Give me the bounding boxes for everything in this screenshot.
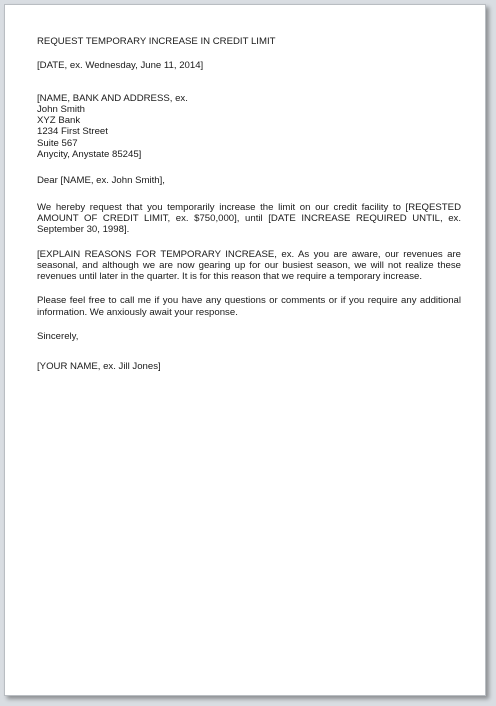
letter-date: [DATE, ex. Wednesday, June 11, 2014] [37, 60, 204, 72]
salutation: Dear [NAME, ex. John Smith], [37, 175, 165, 187]
address-line: Anycity, Anystate 85245] [37, 149, 142, 161]
address-line: XYZ Bank [37, 115, 81, 127]
address-line: 1234 First Street [37, 126, 108, 138]
paragraph-request: We hereby request that you temporarily increase the limit on our credit facility to [REQESTED AMOUNT OF CREDIT LIMIT, ex. $750,000], until [DATE INCREASE REQUIRED UNTIL, ex. September 30, 1998]. [37, 201, 461, 236]
address-line: John Smith [37, 103, 85, 115]
recipient-address [37, 93, 461, 161]
document-page [4, 4, 486, 696]
paragraph-reasons: [EXPLAIN REASONS FOR TEMPORARY INCREASE, ex. As you are aware, our revenues are seasonal, and although we are now gearing up for our busiest season, we will not realize these revenues until later in the quarter. It is for this reason that we require a temporary increase. [37, 248, 461, 283]
signature: [YOUR NAME, ex. Jill Jones] [37, 361, 161, 373]
letter-body [37, 36, 461, 373]
address-line: Suite 567 [37, 137, 78, 149]
address-line: [NAME, BANK AND ADDRESS, ex. [37, 92, 188, 104]
letter-title: REQUEST TEMPORARY INCREASE IN CREDIT LIMIT [37, 36, 276, 47]
closing: Sincerely, [37, 331, 79, 343]
paragraph-closing-note: Please feel free to call me if you have any questions or comments or if you require any additional information. We anxiously await your response. [37, 295, 461, 318]
